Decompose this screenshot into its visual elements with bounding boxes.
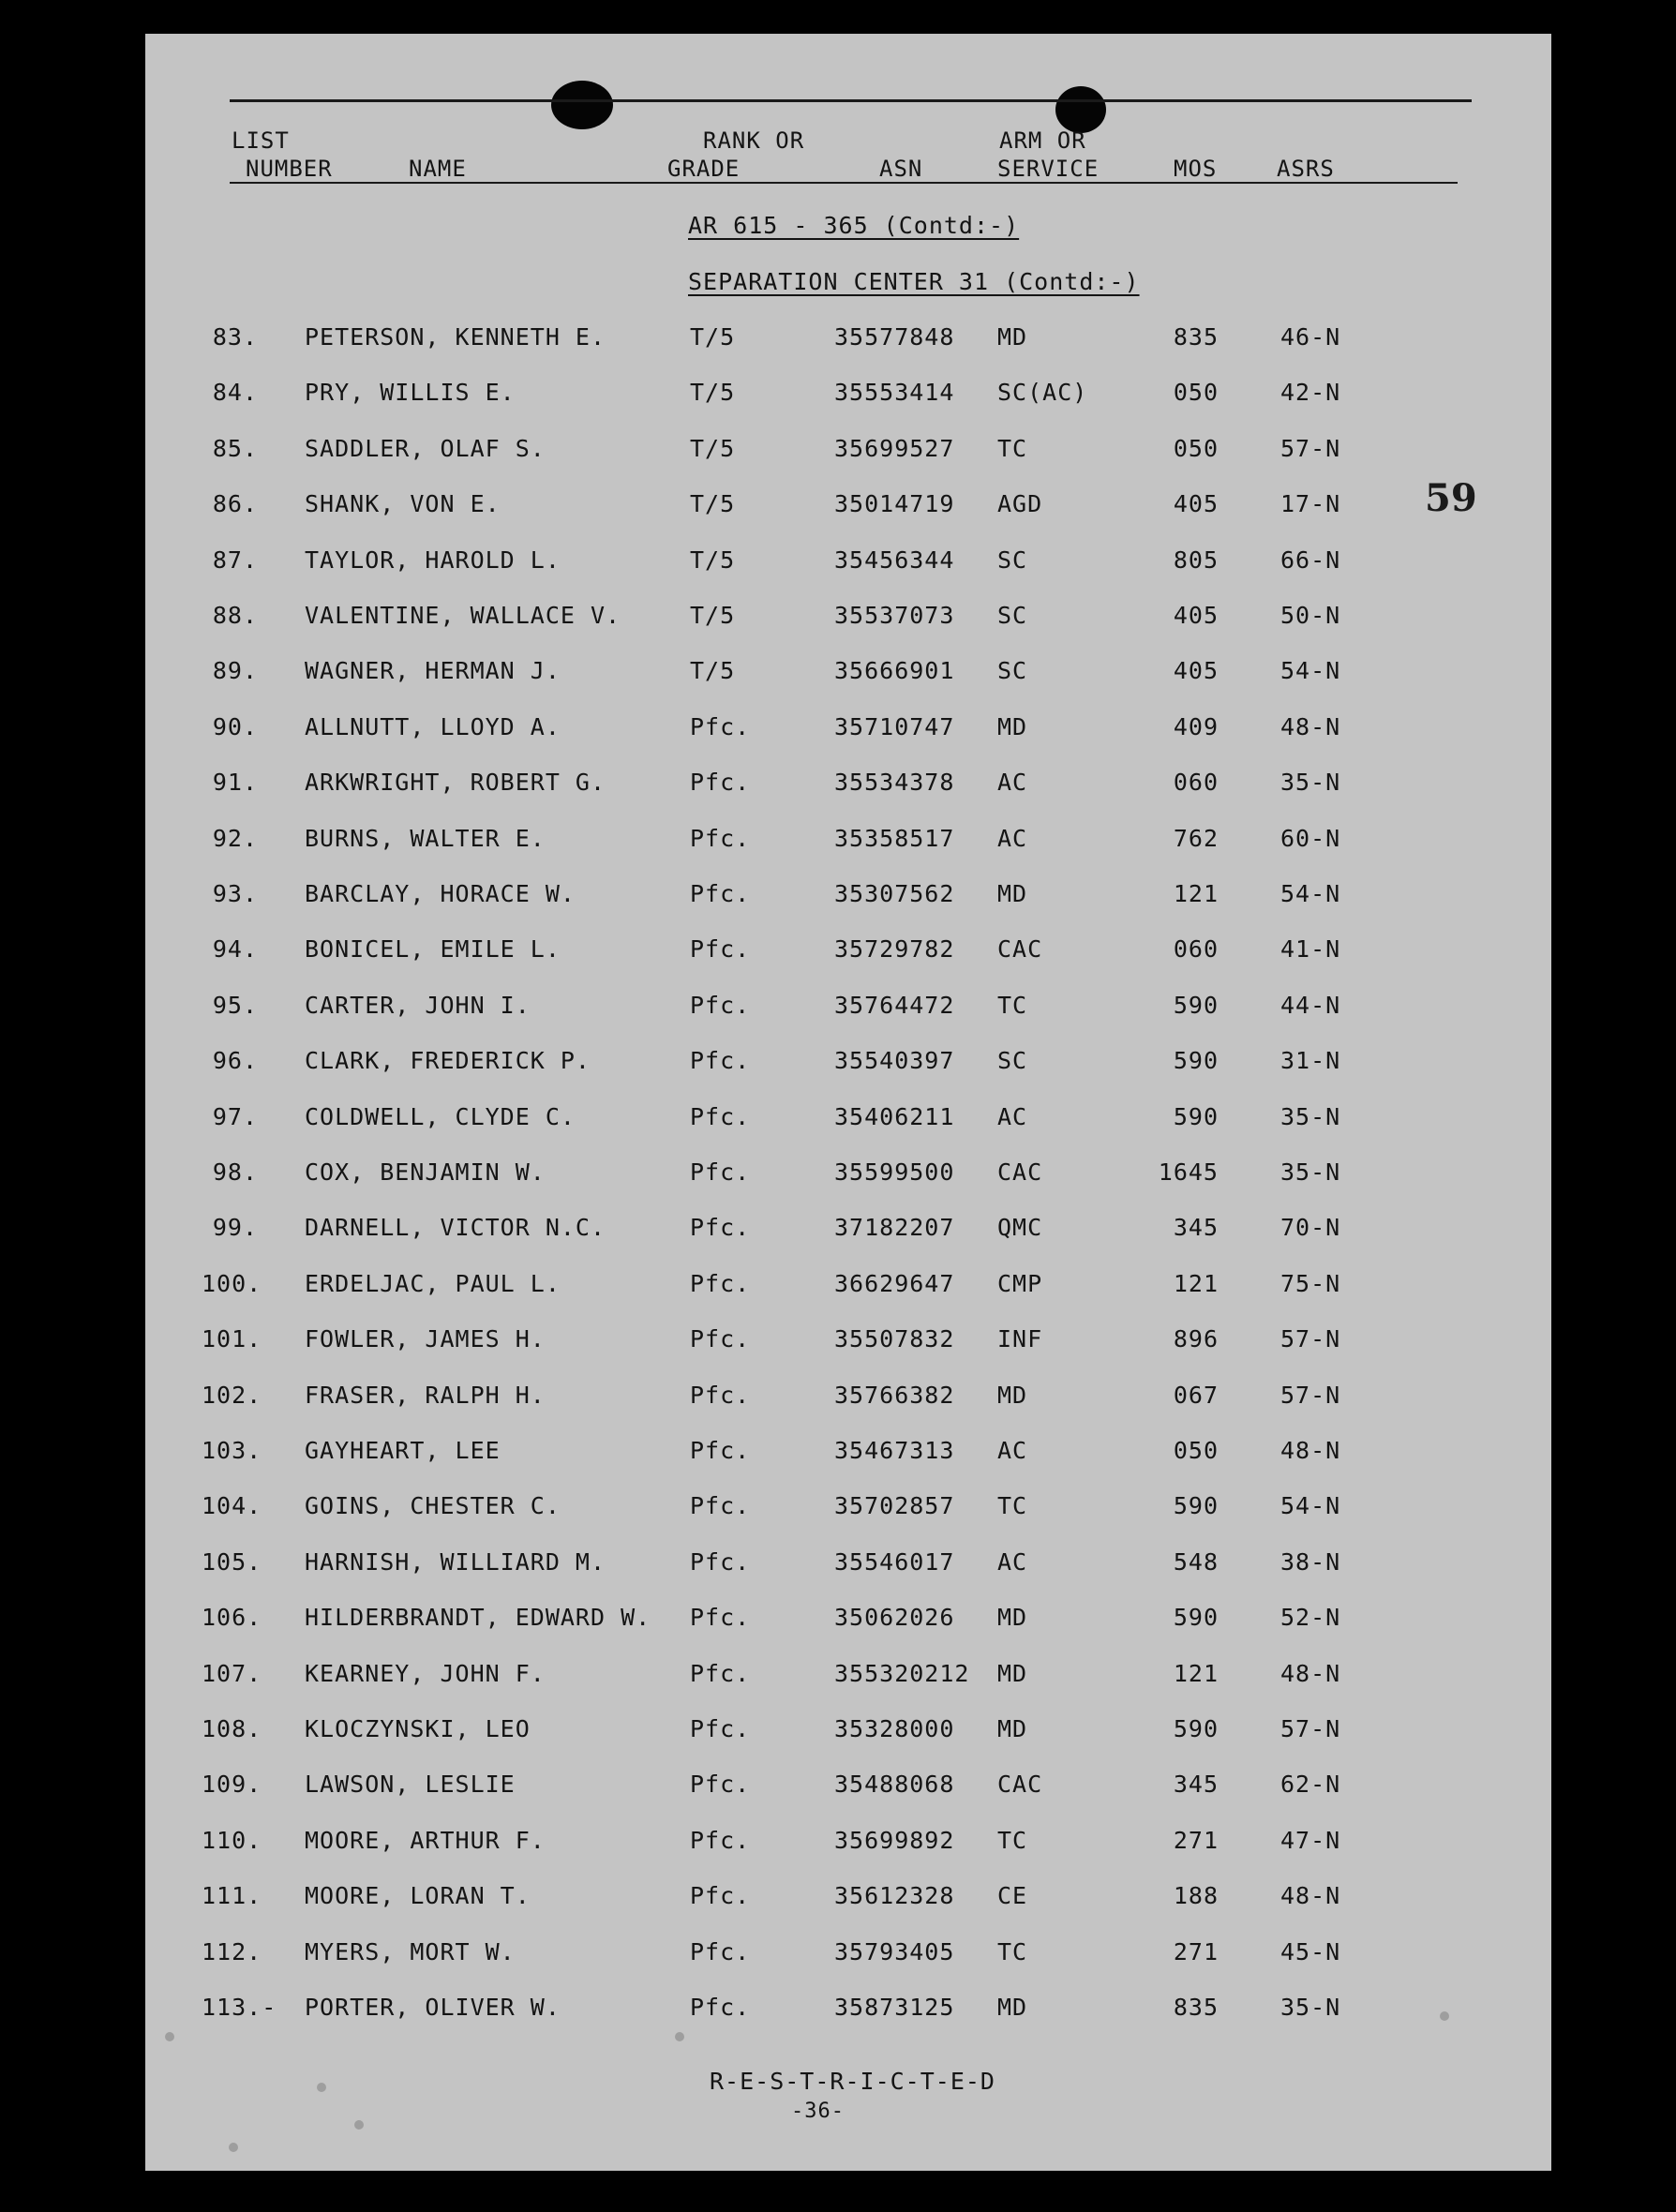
row-name: ALLNUTT, LLOYD A. bbox=[305, 712, 561, 740]
row-asn: 35766382 bbox=[834, 1381, 955, 1409]
row-number: 94. bbox=[212, 935, 258, 964]
row-mos: 590 bbox=[1173, 1492, 1219, 1520]
header-name: NAME bbox=[409, 156, 467, 182]
row-number: 111. bbox=[202, 1882, 262, 1910]
row-asn: 35537073 bbox=[834, 602, 955, 629]
speck bbox=[317, 2083, 326, 2092]
row-arm: MD bbox=[997, 1659, 1028, 1687]
speck bbox=[229, 2143, 238, 2152]
row-number: 83. bbox=[212, 323, 258, 351]
row-mos: 835 bbox=[1173, 1994, 1219, 2021]
header-service: SERVICE bbox=[997, 156, 1100, 182]
row-asrs: 35-N bbox=[1280, 1158, 1341, 1186]
row-arm: TC bbox=[997, 1937, 1028, 1965]
top-rule bbox=[230, 99, 1472, 102]
row-arm: INF bbox=[997, 1325, 1043, 1353]
row-asn: 35699527 bbox=[834, 434, 955, 462]
row-number: 105. bbox=[202, 1547, 262, 1576]
row-number: 113.- bbox=[202, 1994, 277, 2021]
row-name: MOORE, ARTHUR F. bbox=[305, 1826, 546, 1854]
row-name: PORTER, OLIVER W. bbox=[305, 1994, 561, 2021]
row-number: 99. bbox=[212, 1214, 258, 1242]
row-asn: 35546017 bbox=[834, 1547, 955, 1576]
speck bbox=[1440, 2011, 1449, 2021]
row-mos: 345 bbox=[1173, 1214, 1219, 1242]
row-name: BARCLAY, HORACE W. bbox=[305, 880, 576, 907]
header-mos: MOS bbox=[1174, 156, 1218, 182]
row-mos: 409 bbox=[1173, 712, 1219, 740]
header-list: LIST bbox=[232, 127, 290, 154]
row-asrs: 44-N bbox=[1280, 991, 1341, 1019]
row-rank: Pfc. bbox=[690, 1047, 751, 1075]
row-number: 108. bbox=[202, 1715, 262, 1742]
row-asn: 35062026 bbox=[834, 1604, 955, 1632]
row-asn: 35702857 bbox=[834, 1492, 955, 1520]
row-name: MYERS, MORT W. bbox=[305, 1937, 516, 1965]
row-mos: 271 bbox=[1173, 1937, 1219, 1965]
row-asrs: 57-N bbox=[1280, 1381, 1341, 1409]
row-rank: Pfc. bbox=[690, 1826, 751, 1854]
row-arm: CAC bbox=[997, 935, 1043, 964]
row-asrs: 31-N bbox=[1280, 1047, 1341, 1075]
row-rank: Pfc. bbox=[690, 712, 751, 740]
row-asn: 35014719 bbox=[834, 490, 955, 518]
speck bbox=[165, 2032, 174, 2041]
row-rank: T/5 bbox=[690, 490, 736, 518]
row-asn: 35666901 bbox=[834, 657, 955, 685]
row-asn: 35507832 bbox=[834, 1325, 955, 1353]
row-name: SHANK, VON E. bbox=[305, 490, 501, 518]
row-rank: Pfc. bbox=[690, 1715, 751, 1742]
row-arm: MD bbox=[997, 323, 1028, 351]
row-asrs: 35-N bbox=[1280, 769, 1341, 797]
row-number: 100. bbox=[202, 1269, 262, 1297]
header-asn: ASN bbox=[879, 156, 923, 182]
row-number: 101. bbox=[202, 1325, 262, 1353]
row-number: 91. bbox=[212, 769, 258, 797]
row-mos: 805 bbox=[1173, 546, 1219, 574]
row-asn: 35599500 bbox=[834, 1158, 955, 1186]
row-rank: Pfc. bbox=[690, 1547, 751, 1576]
row-rank: Pfc. bbox=[690, 1437, 751, 1464]
header-asrs: ASRS bbox=[1277, 156, 1335, 182]
row-rank: Pfc. bbox=[690, 1381, 751, 1409]
row-asn: 35729782 bbox=[834, 935, 955, 964]
punch-hole-right bbox=[1055, 86, 1106, 133]
row-rank: Pfc. bbox=[690, 1492, 751, 1520]
row-asn: 35699892 bbox=[834, 1826, 955, 1854]
row-asn: 35577848 bbox=[834, 323, 955, 351]
row-asrs: 57-N bbox=[1280, 434, 1341, 462]
row-rank: T/5 bbox=[690, 379, 736, 407]
row-name: FOWLER, JAMES H. bbox=[305, 1325, 546, 1353]
row-rank: T/5 bbox=[690, 602, 736, 629]
row-asrs: 54-N bbox=[1280, 1492, 1341, 1520]
row-name: PETERSON, KENNETH E. bbox=[305, 323, 606, 351]
row-arm: MD bbox=[997, 1381, 1028, 1409]
row-name: DARNELL, VICTOR N.C. bbox=[305, 1214, 606, 1242]
row-arm: CAC bbox=[997, 1771, 1043, 1799]
header-rule bbox=[230, 182, 1458, 184]
row-number: 106. bbox=[202, 1604, 262, 1632]
row-rank: Pfc. bbox=[690, 1269, 751, 1297]
row-number: 89. bbox=[212, 657, 258, 685]
row-asrs: 41-N bbox=[1280, 935, 1341, 964]
row-rank: Pfc. bbox=[690, 1994, 751, 2021]
row-asn: 35612328 bbox=[834, 1882, 955, 1910]
row-rank: Pfc. bbox=[690, 1882, 751, 1910]
row-asrs: 48-N bbox=[1280, 1437, 1341, 1464]
row-asn: 35456344 bbox=[834, 546, 955, 574]
row-name: CARTER, JOHN I. bbox=[305, 991, 531, 1019]
row-asn: 35540397 bbox=[834, 1047, 955, 1075]
row-arm: CAC bbox=[997, 1158, 1043, 1186]
row-name: GOINS, CHESTER C. bbox=[305, 1492, 561, 1520]
row-rank: T/5 bbox=[690, 657, 736, 685]
row-arm: SC bbox=[997, 657, 1028, 685]
row-name: COLDWELL, CLYDE C. bbox=[305, 1102, 576, 1130]
row-asrs: 57-N bbox=[1280, 1325, 1341, 1353]
header-number: NUMBER bbox=[246, 156, 333, 182]
row-asrs: 66-N bbox=[1280, 546, 1341, 574]
row-asrs: 54-N bbox=[1280, 657, 1341, 685]
row-name: ARKWRIGHT, ROBERT G. bbox=[305, 769, 606, 797]
row-name: BURNS, WALTER E. bbox=[305, 824, 546, 852]
row-arm: QMC bbox=[997, 1214, 1043, 1242]
row-number: 95. bbox=[212, 991, 258, 1019]
row-name: HILDERBRANDT, EDWARD W. bbox=[305, 1604, 651, 1632]
row-rank: T/5 bbox=[690, 546, 736, 574]
row-asrs: 35-N bbox=[1280, 1994, 1341, 2021]
row-name: FRASER, RALPH H. bbox=[305, 1381, 546, 1409]
row-name: LAWSON, LESLIE bbox=[305, 1771, 516, 1799]
row-number: 107. bbox=[202, 1659, 262, 1687]
row-mos: 835 bbox=[1173, 323, 1219, 351]
speck bbox=[354, 2120, 364, 2130]
row-mos: 590 bbox=[1173, 1604, 1219, 1632]
row-number: 109. bbox=[202, 1771, 262, 1799]
row-mos: 067 bbox=[1173, 1381, 1219, 1409]
row-mos: 762 bbox=[1173, 824, 1219, 852]
row-asrs: 62-N bbox=[1280, 1771, 1341, 1799]
row-mos: 050 bbox=[1173, 379, 1219, 407]
margin-page-number: 59 bbox=[1425, 476, 1477, 520]
header-rank: RANK OR bbox=[703, 127, 805, 154]
row-arm: SC(AC) bbox=[997, 379, 1088, 407]
row-number: 93. bbox=[212, 880, 258, 907]
row-number: 96. bbox=[212, 1047, 258, 1075]
row-arm: TC bbox=[997, 1826, 1028, 1854]
row-mos: 050 bbox=[1173, 1437, 1219, 1464]
row-asrs: 45-N bbox=[1280, 1937, 1341, 1965]
row-name: SADDLER, OLAF S. bbox=[305, 434, 546, 462]
row-rank: T/5 bbox=[690, 323, 736, 351]
row-asrs: 47-N bbox=[1280, 1826, 1341, 1854]
row-asrs: 48-N bbox=[1280, 712, 1341, 740]
row-rank: Pfc. bbox=[690, 1937, 751, 1965]
row-arm: TC bbox=[997, 1492, 1028, 1520]
row-mos: 590 bbox=[1173, 1102, 1219, 1130]
row-asn: 35358517 bbox=[834, 824, 955, 852]
row-arm: CMP bbox=[997, 1269, 1043, 1297]
row-rank: Pfc. bbox=[690, 1604, 751, 1632]
row-rank: Pfc. bbox=[690, 769, 751, 797]
row-number: 103. bbox=[202, 1437, 262, 1464]
row-name: GAYHEART, LEE bbox=[305, 1437, 501, 1464]
row-number: 112. bbox=[202, 1937, 262, 1965]
section-ar: AR 615 - 365 (Contd:-) bbox=[688, 212, 1020, 239]
row-mos: 405 bbox=[1173, 657, 1219, 685]
row-asrs: 48-N bbox=[1280, 1882, 1341, 1910]
row-mos: 590 bbox=[1173, 1047, 1219, 1075]
speck bbox=[675, 2032, 684, 2041]
row-arm: AC bbox=[997, 769, 1028, 797]
row-arm: TC bbox=[997, 434, 1028, 462]
row-arm: AGD bbox=[997, 490, 1043, 518]
row-mos: 060 bbox=[1173, 769, 1219, 797]
row-number: 110. bbox=[202, 1826, 262, 1854]
header-grade: GRADE bbox=[667, 156, 741, 182]
row-asrs: 57-N bbox=[1280, 1715, 1341, 1742]
row-rank: Pfc. bbox=[690, 1771, 751, 1799]
row-number: 92. bbox=[212, 824, 258, 852]
row-arm: MD bbox=[997, 1604, 1028, 1632]
row-arm: AC bbox=[997, 824, 1028, 852]
row-asn: 35710747 bbox=[834, 712, 955, 740]
row-arm: AC bbox=[997, 1547, 1028, 1576]
row-arm: CE bbox=[997, 1882, 1028, 1910]
row-name: TAYLOR, HAROLD L. bbox=[305, 546, 561, 574]
row-asrs: 52-N bbox=[1280, 1604, 1341, 1632]
row-arm: MD bbox=[997, 880, 1028, 907]
row-rank: Pfc. bbox=[690, 1325, 751, 1353]
row-asn: 35488068 bbox=[834, 1771, 955, 1799]
row-asrs: 48-N bbox=[1280, 1659, 1341, 1687]
row-asn: 35307562 bbox=[834, 880, 955, 907]
row-asn: 355320212 bbox=[834, 1659, 970, 1687]
row-rank: Pfc. bbox=[690, 935, 751, 964]
row-mos: 188 bbox=[1173, 1882, 1219, 1910]
row-rank: Pfc. bbox=[690, 1158, 751, 1186]
row-mos: 548 bbox=[1173, 1547, 1219, 1576]
row-asrs: 70-N bbox=[1280, 1214, 1341, 1242]
row-arm: TC bbox=[997, 991, 1028, 1019]
row-name: ERDELJAC, PAUL L. bbox=[305, 1269, 561, 1297]
row-asrs: 46-N bbox=[1280, 323, 1341, 351]
row-mos: 1645 bbox=[1158, 1158, 1219, 1186]
row-arm: MD bbox=[997, 1994, 1028, 2021]
row-number: 84. bbox=[212, 379, 258, 407]
row-mos: 405 bbox=[1173, 602, 1219, 629]
row-number: 87. bbox=[212, 546, 258, 574]
row-asrs: 54-N bbox=[1280, 880, 1341, 907]
row-name: BONICEL, EMILE L. bbox=[305, 935, 561, 964]
row-mos: 896 bbox=[1173, 1325, 1219, 1353]
punch-hole-left bbox=[551, 81, 613, 129]
row-name: MOORE, LORAN T. bbox=[305, 1882, 531, 1910]
row-mos: 121 bbox=[1173, 1269, 1219, 1297]
row-number: 86. bbox=[212, 490, 258, 518]
row-asrs: 42-N bbox=[1280, 379, 1341, 407]
row-asrs: 17-N bbox=[1280, 490, 1341, 518]
row-asrs: 50-N bbox=[1280, 602, 1341, 629]
row-mos: 345 bbox=[1173, 1771, 1219, 1799]
row-asn: 35406211 bbox=[834, 1102, 955, 1130]
row-number: 88. bbox=[212, 602, 258, 629]
row-rank: Pfc. bbox=[690, 1102, 751, 1130]
row-arm: SC bbox=[997, 546, 1028, 574]
row-rank: T/5 bbox=[690, 434, 736, 462]
row-arm: SC bbox=[997, 602, 1028, 629]
row-rank: Pfc. bbox=[690, 1659, 751, 1687]
row-name: VALENTINE, WALLACE V. bbox=[305, 602, 621, 629]
row-asn: 35534378 bbox=[834, 769, 955, 797]
row-asn: 36629647 bbox=[834, 1269, 955, 1297]
row-mos: 271 bbox=[1173, 1826, 1219, 1854]
row-name: KLOCZYNSKI, LEO bbox=[305, 1715, 531, 1742]
row-mos: 050 bbox=[1173, 434, 1219, 462]
row-asn: 35793405 bbox=[834, 1937, 955, 1965]
row-number: 98. bbox=[212, 1158, 258, 1186]
row-asn: 37182207 bbox=[834, 1214, 955, 1242]
row-mos: 121 bbox=[1173, 880, 1219, 907]
row-asn: 35764472 bbox=[834, 991, 955, 1019]
row-name: WAGNER, HERMAN J. bbox=[305, 657, 561, 685]
footer-page-number: -36- bbox=[791, 2100, 845, 2123]
row-asn: 35873125 bbox=[834, 1994, 955, 2021]
section-center: SEPARATION CENTER 31 (Contd:-) bbox=[688, 268, 1140, 295]
row-arm: MD bbox=[997, 1715, 1028, 1742]
row-mos: 060 bbox=[1173, 935, 1219, 964]
row-name: COX, BENJAMIN W. bbox=[305, 1158, 546, 1186]
row-arm: AC bbox=[997, 1102, 1028, 1130]
row-rank: Pfc. bbox=[690, 880, 751, 907]
row-rank: Pfc. bbox=[690, 1214, 751, 1242]
footer-restricted: R-E-S-T-R-I-C-T-E-D bbox=[710, 2068, 995, 2095]
row-asrs: 35-N bbox=[1280, 1102, 1341, 1130]
row-name: KEARNEY, JOHN F. bbox=[305, 1659, 546, 1687]
row-asrs: 60-N bbox=[1280, 824, 1341, 852]
row-number: 97. bbox=[212, 1102, 258, 1130]
row-number: 102. bbox=[202, 1381, 262, 1409]
row-arm: AC bbox=[997, 1437, 1028, 1464]
row-name: HARNISH, WILLIARD M. bbox=[305, 1547, 606, 1576]
row-name: PRY, WILLIS E. bbox=[305, 379, 516, 407]
row-asn: 35328000 bbox=[834, 1715, 955, 1742]
row-arm: MD bbox=[997, 712, 1028, 740]
row-rank: Pfc. bbox=[690, 824, 751, 852]
row-arm: SC bbox=[997, 1047, 1028, 1075]
row-mos: 590 bbox=[1173, 991, 1219, 1019]
row-name: CLARK, FREDERICK P. bbox=[305, 1047, 591, 1075]
row-rank: Pfc. bbox=[690, 991, 751, 1019]
row-number: 85. bbox=[212, 434, 258, 462]
row-asn: 35467313 bbox=[834, 1437, 955, 1464]
row-mos: 405 bbox=[1173, 490, 1219, 518]
row-mos: 590 bbox=[1173, 1715, 1219, 1742]
header-arm: ARM OR bbox=[999, 127, 1086, 154]
row-number: 90. bbox=[212, 712, 258, 740]
row-number: 104. bbox=[202, 1492, 262, 1520]
row-asrs: 75-N bbox=[1280, 1269, 1341, 1297]
row-mos: 121 bbox=[1173, 1659, 1219, 1687]
row-asn: 35553414 bbox=[834, 379, 955, 407]
row-asrs: 38-N bbox=[1280, 1547, 1341, 1576]
